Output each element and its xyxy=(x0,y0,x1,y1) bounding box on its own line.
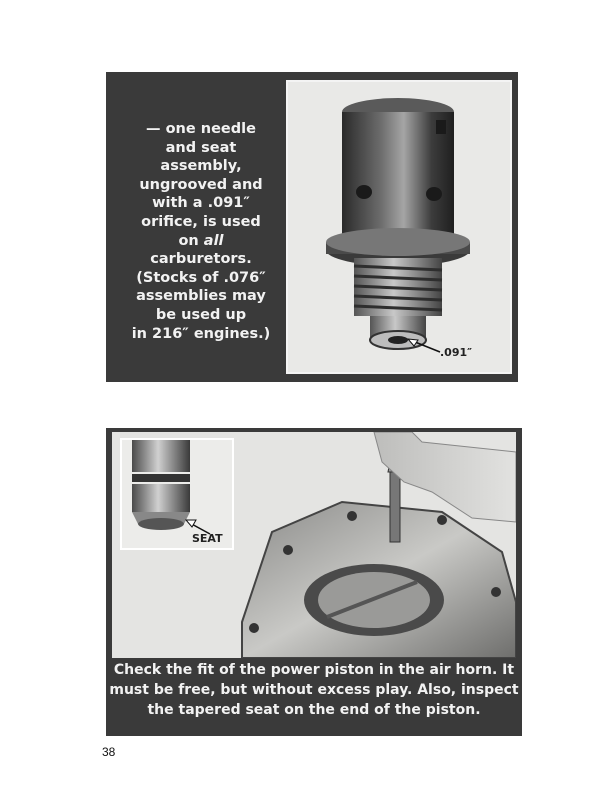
power-piston-caption xyxy=(106,660,522,720)
caption-line: on all xyxy=(178,232,224,249)
caption-line: (Stocks of .076″ xyxy=(136,269,266,286)
caption-line: ungrooved and xyxy=(139,176,263,193)
caption-line: with a .091″ xyxy=(152,195,250,212)
caption-line: orifice, is used xyxy=(141,213,261,230)
caption-line: must be free, but without excess play. Also, inspect xyxy=(109,682,519,698)
orifice-callout: .091″ xyxy=(440,346,473,359)
page-number: 38 xyxy=(102,745,116,759)
power-piston-panel xyxy=(106,428,522,736)
needle-seat-illustration xyxy=(288,82,510,372)
caption-line: Check the fit of the power piston in the air horn. It xyxy=(113,662,515,678)
emphasis-word: all xyxy=(203,232,224,249)
caption-line: the tapered seat on the end of the piston. xyxy=(147,702,481,718)
power-piston-photo xyxy=(112,432,516,658)
caption-line: be used up xyxy=(155,306,247,323)
caption-line: assembly, xyxy=(160,158,242,175)
needle-seat-photo xyxy=(286,80,512,374)
caption-line: in 216″ engines.) xyxy=(131,325,271,342)
caption-line: — one needle xyxy=(146,121,256,137)
caption-line: carburetors. xyxy=(150,251,252,268)
caption-line: assemblies may xyxy=(136,288,266,305)
seat-callout: SEAT xyxy=(192,532,223,545)
needle-seat-caption xyxy=(116,120,286,343)
seat-inset-photo xyxy=(120,438,234,550)
caption-line: and seat xyxy=(165,139,237,156)
needle-seat-panel xyxy=(106,72,518,382)
